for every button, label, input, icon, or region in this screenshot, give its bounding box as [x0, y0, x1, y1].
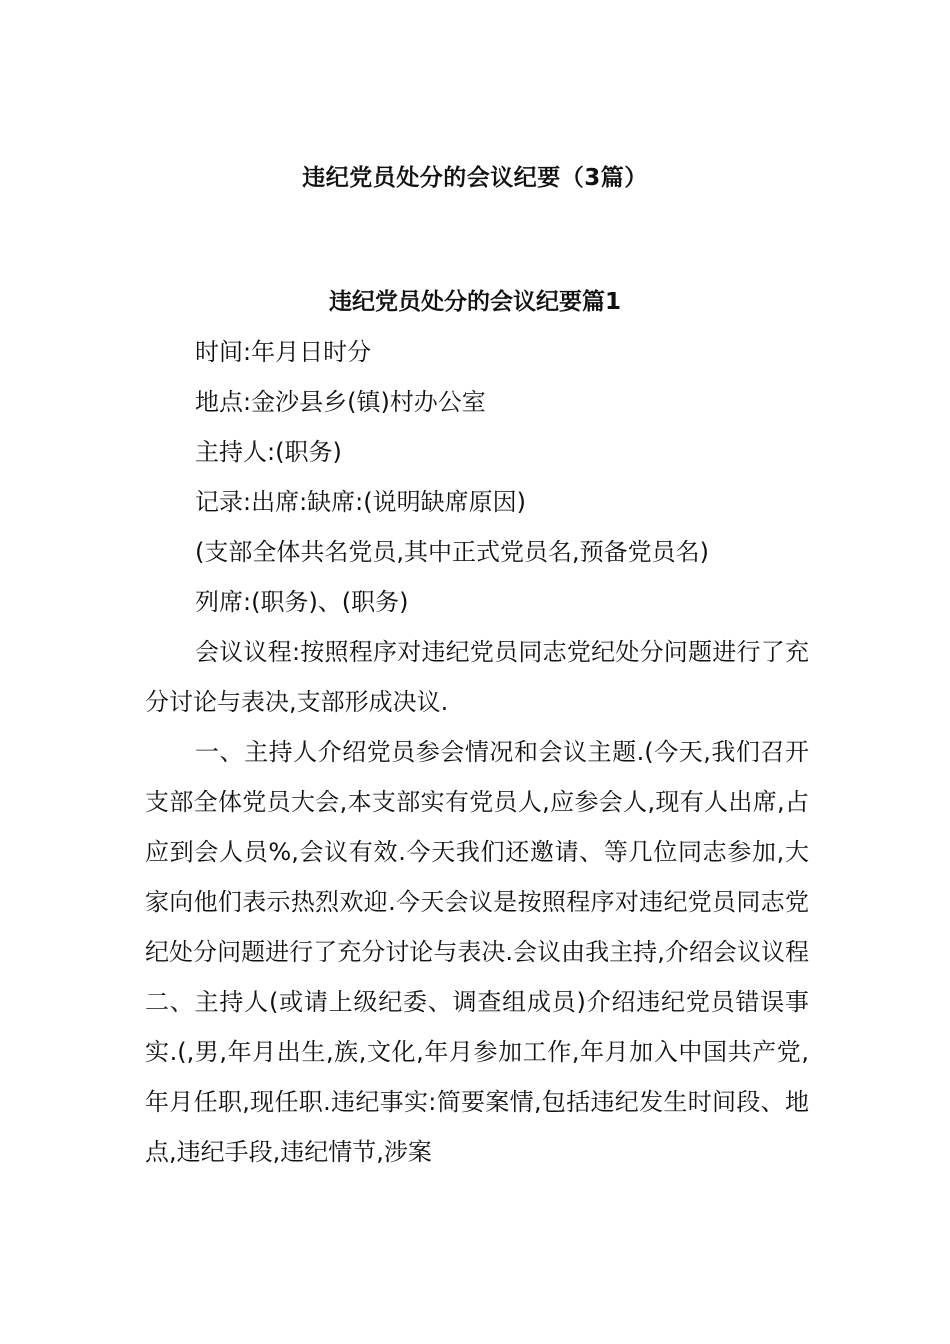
document-title: 违纪党员处分的会议纪要（3篇） — [302, 165, 648, 191]
paragraph-record: 记录:出席:缺席:(说明缺席原因) — [195, 488, 526, 516]
document-body — [145, 327, 809, 1177]
section-title: 违纪党员处分的会议纪要篇1 — [328, 289, 621, 315]
paragraph-agenda: 会议议程:按照程序对违纪党员同志党纪处分问题进行了充分讨论与表决,支部形成决议. — [145, 638, 809, 716]
paragraph-section-one: 一、主持人介绍党员参会情况和会议主题.(今天,我们召开支部全体党员大会,本支部实有党员人,应参会人,现有人出席,占应到会人员%,会议有效.今天我们还邀请、等几位同志参加,大家向他们表示热烈欢迎.今天会议是按照程序对违纪党员同志党纪处分问题进行了充分讨论与表决.会议由我主持,介绍会议议程二、主持人(或请上级纪委、调查组成员)介绍违纪党员错误事实.(,男,年月出生,族,文化,年月参加工作,年月加入中国共产党,年月任职,现任职.违纪事实:简要案情,包括违纪发生时间段、地点,违纪手段,违纪情节,涉案 — [145, 738, 809, 1166]
paragraph-host: 主持人:(职务) — [195, 438, 342, 466]
paragraph-members: (支部全体共名党员,其中正式党员名,预备党员名) — [195, 538, 709, 566]
paragraph-location: 地点:金沙县乡(镇)村办公室 — [195, 388, 486, 416]
paragraph-time: 时间:年月日时分 — [195, 338, 372, 366]
paragraph-attendees: 列席:(职务)、(职务) — [195, 588, 409, 616]
